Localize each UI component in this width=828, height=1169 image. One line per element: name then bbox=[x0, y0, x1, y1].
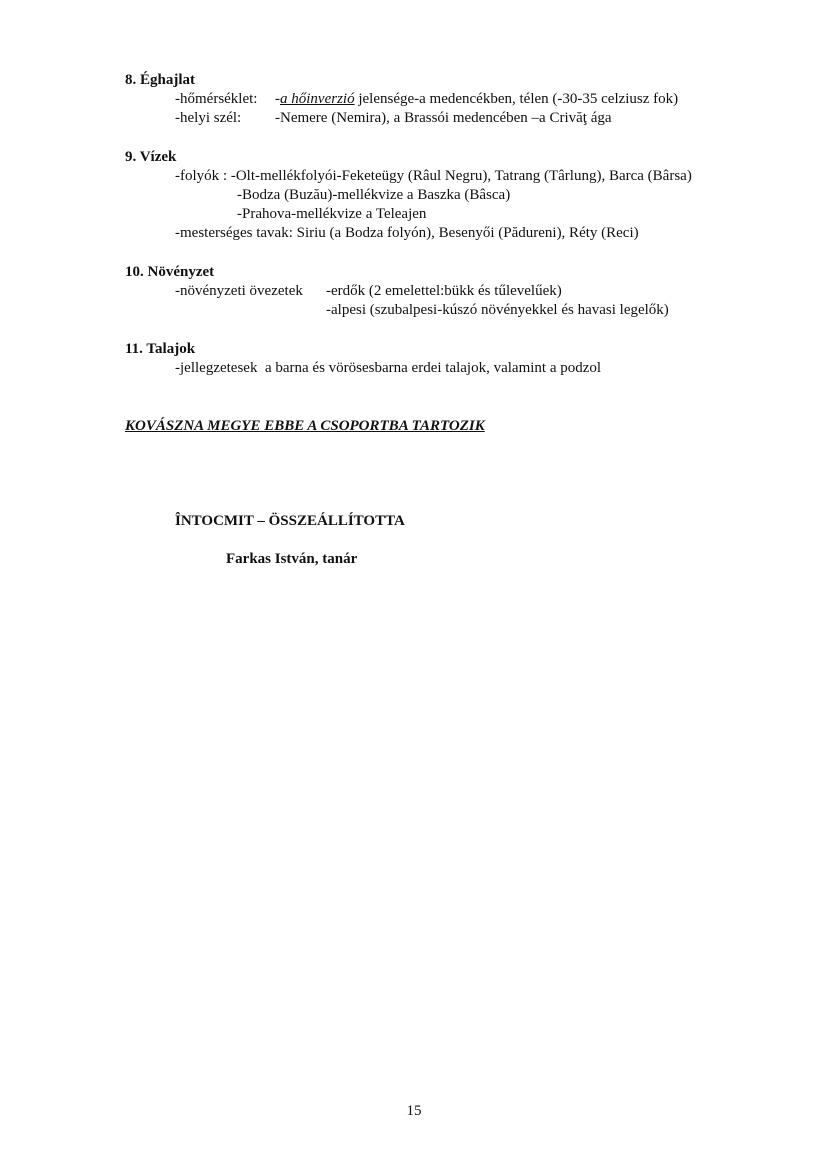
zones-label: -növényzeti övezetek bbox=[175, 283, 303, 299]
section-heading-soils: 11. Talajok bbox=[125, 341, 196, 357]
inversion-term: a hőinverzió bbox=[280, 91, 355, 107]
zone-forest: -erdők (2 emelettel:bükk és tűlevelűek) bbox=[326, 283, 562, 299]
temperature-prefix: - bbox=[275, 91, 280, 107]
soils-value: a barna és vörösesbarna erdei talajok, valamint a podzol bbox=[264, 360, 602, 376]
temperature-line bbox=[275, 90, 678, 108]
lakes-line: -mesterséges tavak: Siriu (a Bodza folyón), Besenyői (Pădureni), Réty (Reci) bbox=[175, 225, 639, 241]
conclusion-statement: KOVÁSZNA MEGYE EBBE A CSOPORTBA TARTOZIK bbox=[125, 418, 485, 434]
credits-author: Farkas István, tanár bbox=[226, 551, 358, 567]
rivers-line-3: -Prahova-mellékvize a Teleajen bbox=[237, 206, 427, 222]
section-heading-waters: 9. Vízek bbox=[125, 149, 177, 165]
credits-label: ÎNTOCMIT – ÖSSZEÁLLÍTOTTA bbox=[175, 513, 405, 529]
wind-label: -helyi szél: bbox=[175, 110, 242, 126]
soils-label: -jellegzetesek bbox=[175, 360, 258, 376]
section-heading-vegetation: 10. Növényzet bbox=[125, 264, 215, 280]
rivers-line-2: -Bodza (Buzău)-mellékvize a Baszka (Bâsca) bbox=[237, 187, 511, 203]
temperature-label: -hőmérséklet: bbox=[175, 91, 258, 107]
zone-alpine: -alpesi (szubalpesi-kúszó növényekkel és havasi legelők) bbox=[326, 302, 669, 318]
temperature-rest: jelensége-a medencékben, télen (-30-35 celziusz fok) bbox=[354, 91, 679, 107]
page-number: 15 bbox=[406, 1103, 422, 1119]
rivers-line-1: -folyók : -Olt-mellékfolyói-Feketeügy (Râul Negru), Tatrang (Târlung), Barca (Bârsa) bbox=[175, 168, 692, 184]
soils-line bbox=[175, 359, 601, 377]
wind-value: -Nemere (Nemira), a Brassói medencében –a Crivăţ ága bbox=[275, 110, 612, 126]
section-heading-climate: 8. Éghajlat bbox=[125, 72, 196, 88]
